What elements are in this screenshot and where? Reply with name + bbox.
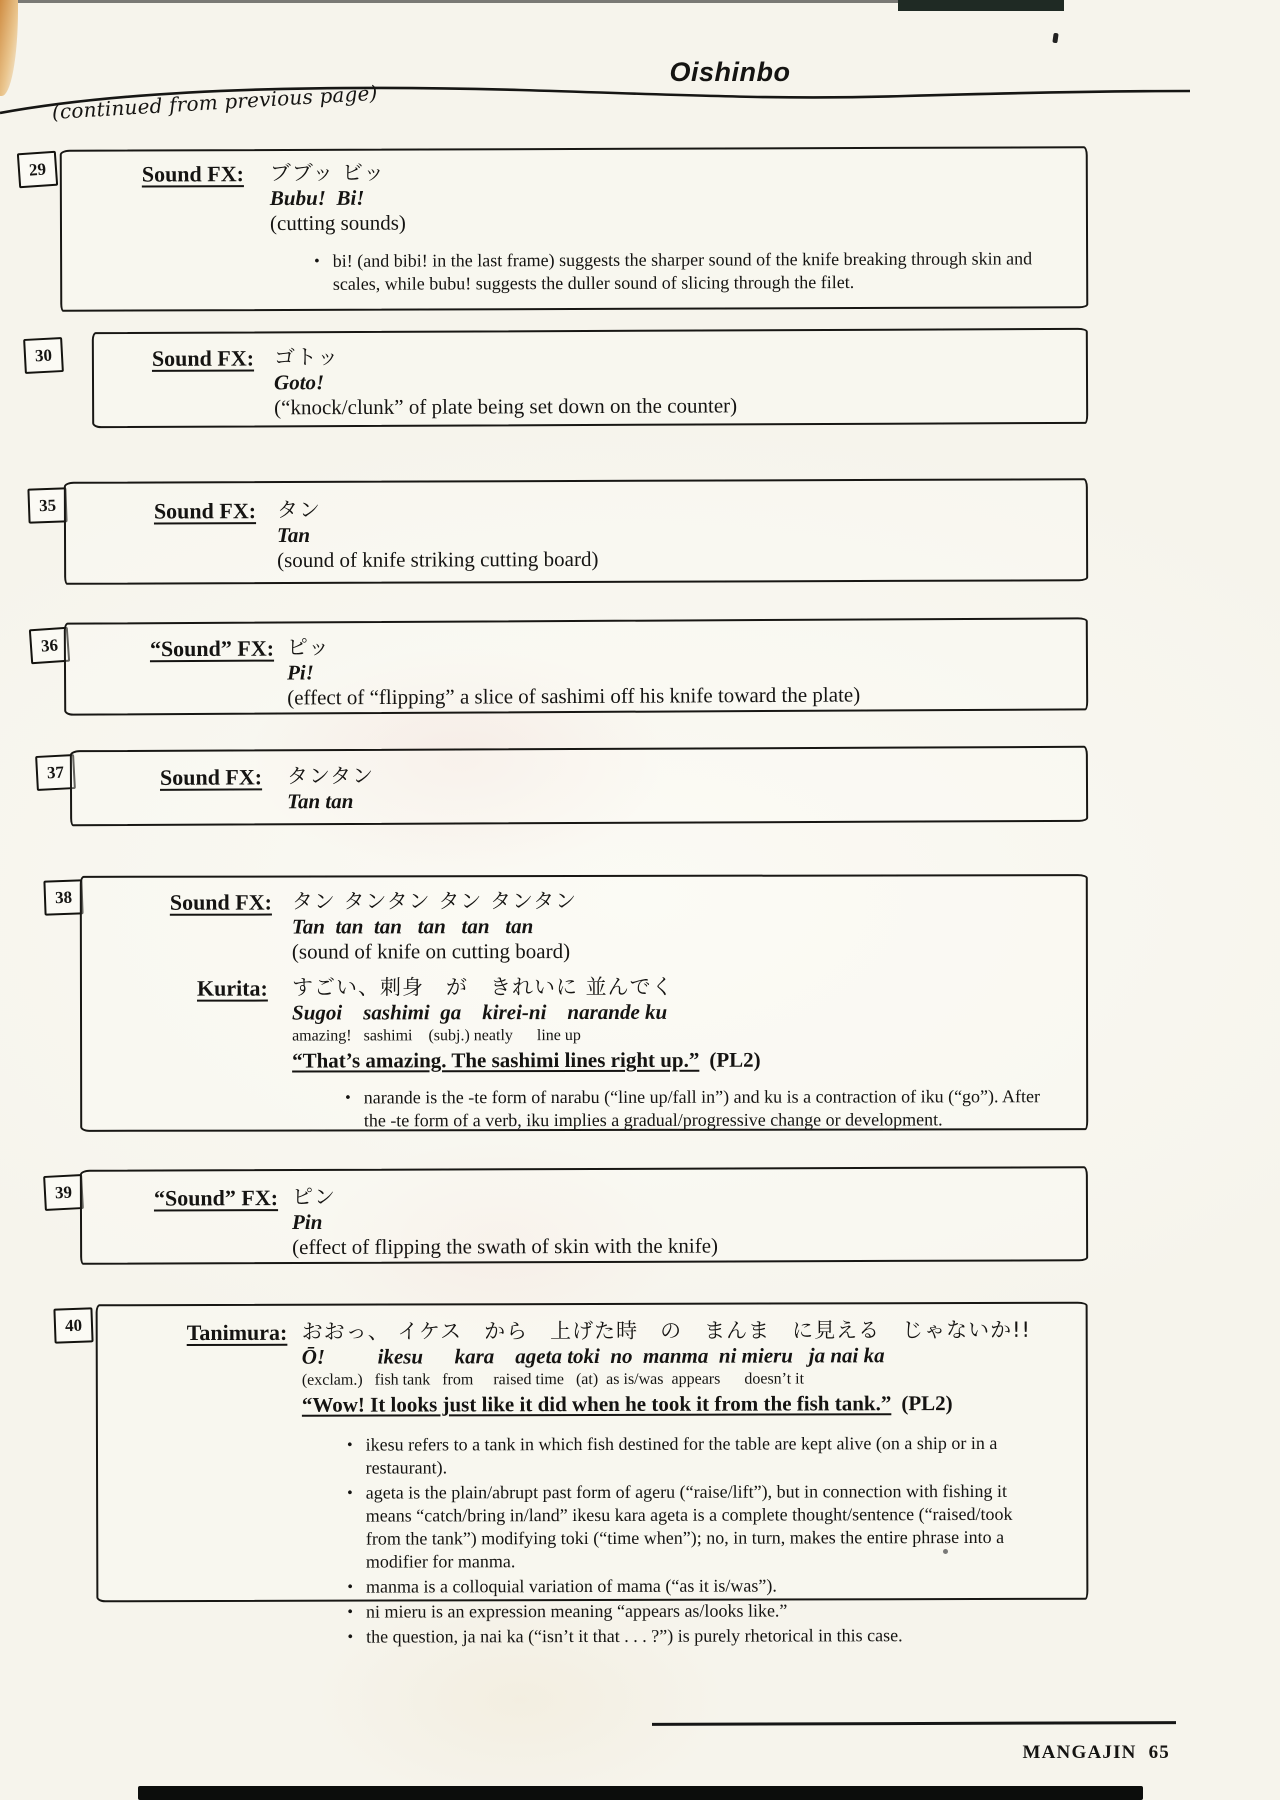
entry-number: 38 xyxy=(54,887,73,907)
entry-box-38 xyxy=(80,874,1088,1132)
entry-number-badge xyxy=(23,337,64,374)
entry-number-badge xyxy=(43,1174,84,1211)
fx-japanese: ブブッ ビッ xyxy=(269,160,386,186)
entry-number-badge xyxy=(53,1307,93,1343)
note-text: narande is the -te form of narabu (“line up/fall in”) and ku is a contraction of iku (“go”). After the -te form of a verb, iku implies a gradual/progressive change or development. xyxy=(363,1086,1041,1131)
fx-gloss: (effect of flipping the swath of skin with the knife) xyxy=(292,1233,719,1260)
note-item xyxy=(347,1599,1048,1624)
page-title: Oishinbo xyxy=(669,57,791,87)
entry-number: 37 xyxy=(46,762,65,782)
fx-japanese: ピン xyxy=(291,1184,336,1210)
speaker-label: Tanimura: xyxy=(186,1319,288,1346)
dialogue-romaji: Sugoi sashimi ga kirei-ni narande ku xyxy=(291,999,668,1025)
entry-box-30 xyxy=(92,328,1088,428)
fx-label: “Sound” FX: xyxy=(149,635,275,662)
fx-romaji: Pi! xyxy=(286,660,314,685)
note-item xyxy=(314,247,1046,296)
entry-number: 36 xyxy=(40,634,59,656)
bullet-icon: • xyxy=(347,1603,354,1621)
fx-label: Sound FX: xyxy=(151,345,255,371)
note-text: ageta is the plain/abrupt past form of ageru (“raise/lift”), but in connection with fishing it means “catch/bring in/land” ikesu kara ageta is a complete thought/sentence (“raised/took from the tank”) modifying toki (“time when”); no, in turn, makes the entire phrase into a modifier for manma. xyxy=(365,1480,1013,1572)
note-item xyxy=(347,1480,1048,1574)
dialogue-japanese: おおっ、 イケス から 上げた時 の まんま に見える じゃないか!! xyxy=(301,1317,1031,1344)
entry-number: 39 xyxy=(54,1182,73,1202)
note-text: manma is a colloquial variation of mama (“as it is/was”). xyxy=(365,1575,777,1597)
continued-note: (continued from previous page) xyxy=(51,80,379,124)
translation-quote: “Wow! It looks just like it did when he took it from the fish tank.” xyxy=(301,1391,892,1417)
bullet-icon: • xyxy=(347,1628,354,1646)
fx-romaji: Tan tan tan tan tan tan xyxy=(291,914,534,939)
footer xyxy=(960,1742,1170,1764)
fx-romaji: Pin xyxy=(291,1209,323,1235)
note-item xyxy=(347,1432,1048,1480)
bullet-icon: • xyxy=(314,252,320,270)
fx-romaji: Tan tan xyxy=(287,788,354,814)
entry-box-35 xyxy=(64,478,1088,585)
entry-number: 35 xyxy=(38,495,57,515)
entry-number-badge xyxy=(43,879,83,915)
note-text: ni mieru is an expression meaning “appears as/looks like.” xyxy=(366,1600,788,1622)
fx-label: Sound FX: xyxy=(159,764,263,790)
fx-japanese: ゴトッ xyxy=(273,345,340,370)
entry-box-37 xyxy=(70,746,1088,826)
entry-number-badge xyxy=(17,151,58,189)
dialogue-translation xyxy=(302,1390,1048,1418)
fx-gloss: (sound of knife on cutting board) xyxy=(291,939,571,964)
entry-box-36 xyxy=(64,617,1088,715)
dialogue-romaji: Ō! ikesu kara ageta toki no manma ni mieru ja nai ka xyxy=(301,1343,885,1369)
entry-box-40 xyxy=(96,1302,1089,1647)
fx-gloss: (effect of “flipping” a slice of sashimi off his knife toward the plate) xyxy=(287,682,861,710)
fx-romaji: Bubu! Bi! xyxy=(269,185,365,211)
politeness-tag: (PL2) xyxy=(901,1391,953,1416)
magazine-name: MANGAJIN xyxy=(1022,1742,1137,1763)
translation-quote: “That’s amazing. The sashimi lines right up.” xyxy=(292,1047,700,1073)
fx-gloss: (“knock/clunk” of plate being set down on the counter) xyxy=(274,393,738,420)
note-item xyxy=(347,1574,1048,1599)
politeness-tag: (PL2) xyxy=(709,1047,761,1072)
fx-gloss: (cutting sounds) xyxy=(269,210,406,236)
dialogue-translation xyxy=(292,1046,1046,1073)
entry-number-badge xyxy=(27,487,67,523)
fx-japanese: ピッ xyxy=(286,635,331,660)
bullet-icon: • xyxy=(345,1089,351,1107)
fx-label: Sound FX: xyxy=(169,889,272,915)
dialogue-japanese: すごい、刺身 が きれいに 並んでく xyxy=(291,974,674,1000)
note-text: bi! (and bibi! in the last frame) suggests the sharper sound of the knife breaking through skin and scales, while bubu! suggests the duller sound of slicing through the filet. xyxy=(332,248,1033,294)
entry-box-29 xyxy=(60,146,1089,312)
fx-japanese: タン タンタン タン タンタン xyxy=(291,889,578,914)
fx-label: Sound FX: xyxy=(141,161,244,187)
fx-label: Sound FX: xyxy=(153,498,257,524)
fx-japanese: タンタン xyxy=(286,763,375,789)
bullet-icon: • xyxy=(347,1484,353,1502)
entry-number: 40 xyxy=(64,1315,83,1335)
bullet-icon: • xyxy=(347,1578,353,1596)
fx-japanese: タン xyxy=(276,497,321,523)
fx-label: “Sound” FX: xyxy=(153,1185,279,1211)
fx-romaji: Tan xyxy=(276,522,311,548)
note-text: ikesu refers to a tank in which fish destined for the table are kept alive (on a ship or in a restaurant). xyxy=(365,1432,998,1478)
speaker-label: Kurita: xyxy=(196,975,268,1001)
entry-box-39 xyxy=(80,1166,1088,1265)
note-item xyxy=(345,1085,1046,1132)
fx-gloss: (sound of knife striking cutting board) xyxy=(277,546,599,573)
note-item xyxy=(347,1624,1048,1649)
entry-number: 30 xyxy=(34,345,53,365)
entry-number: 29 xyxy=(28,158,47,180)
dialogue-word-gloss: amazing! sashimi (subj.) neatly line up xyxy=(292,1027,581,1045)
fx-romaji: Goto! xyxy=(273,370,325,395)
bullet-icon: • xyxy=(346,1436,353,1454)
bottom-scan-bar xyxy=(138,1786,1143,1800)
note-text: the question, ja nai ka (“isn’t it that . . . ?”) is purely rhetorical in this case. xyxy=(366,1625,903,1647)
page-number: 65 xyxy=(1148,1742,1170,1763)
footer-rule xyxy=(652,1721,1176,1725)
dialogue-word-gloss: (exclam.) fish tank from raised time (at) as is/was appears doesn’t it xyxy=(301,1370,805,1389)
